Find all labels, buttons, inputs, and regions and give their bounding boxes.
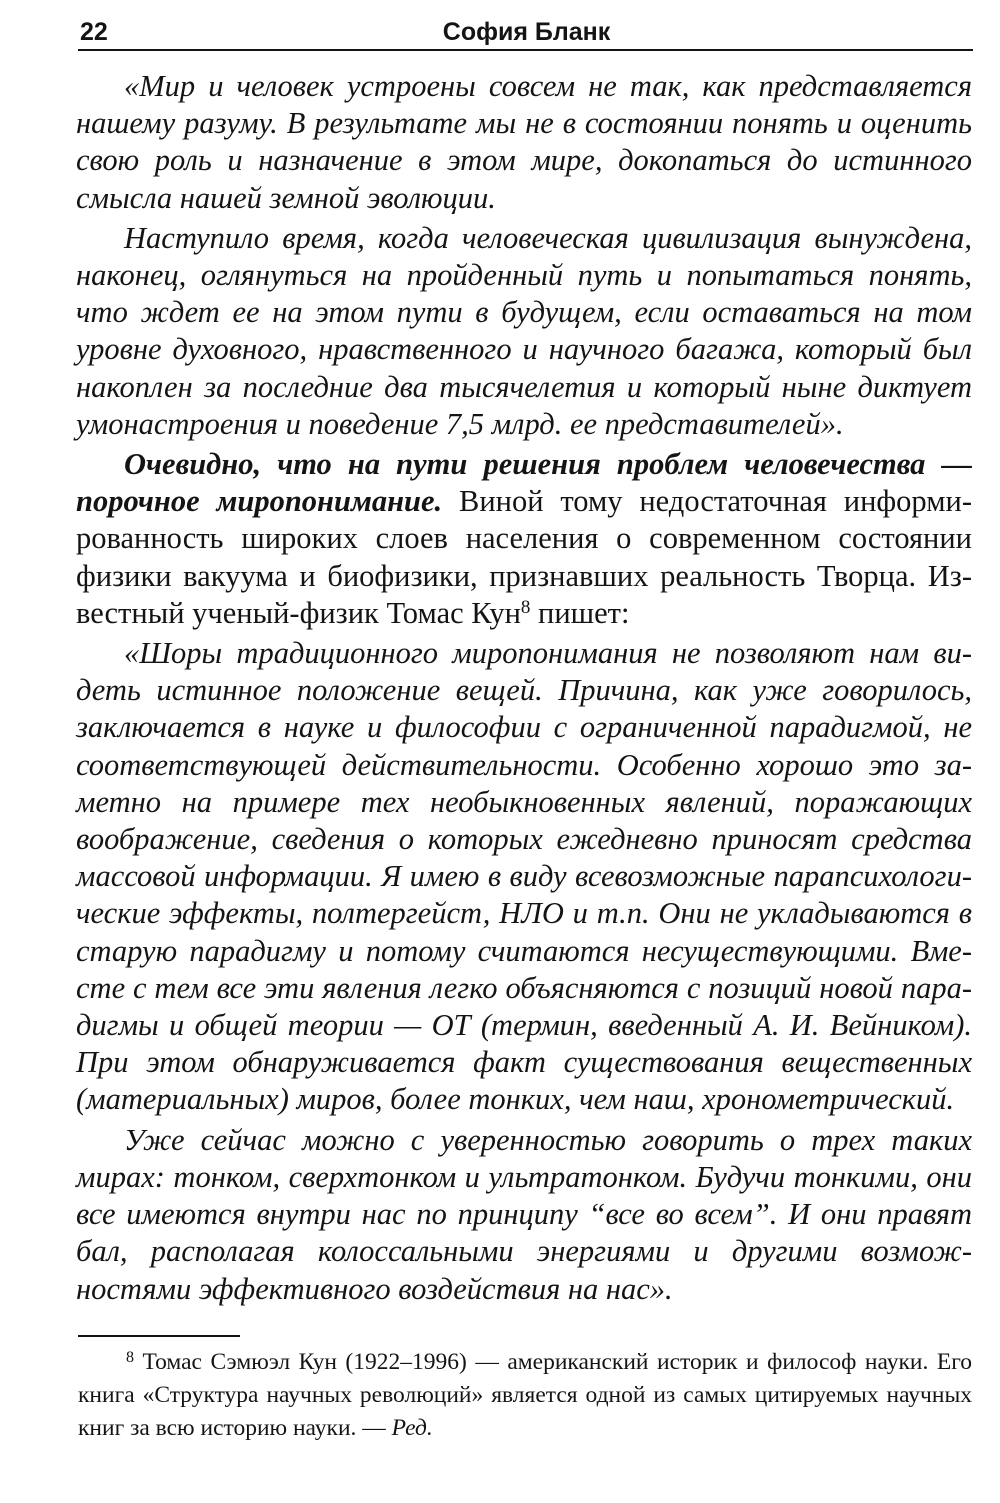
quote-paragraph-2: Наступило время, когда человеческая цивилизация вынуждена, наконец, оглянуться на пройденный путь и попытаться понять, что ждет ее на этом пути в будущем, если оставаться на том уровне духовного, нравственного и научного багажа, который был накоплен за последние два тысячелетия и который ныне диктует умонастроения и поведение 7,5 млрд. ее представителей». — [76, 220, 972, 441]
footnote-text: Томас Сэмюэл Кун (1922–1996) — американский историк и философ науки. Его книга «Структура научных революций» является одной из самых цитируемых научных книг за всю историю науки. — — [78, 1349, 972, 1441]
quote-paragraph-1: «Мир и человек устроены совсем не так, как представляется нашему разуму. В результате мы не в состоянии понять и оценить свою роль и назначение в этом мире, докопаться до истинного смысла нашей земной эволюции. — [76, 69, 972, 215]
footnote — [78, 1346, 972, 1445]
body-paragraph-3 — [76, 446, 972, 632]
running-title: София Бланк — [442, 18, 611, 46]
footnote-reference: 8 — [520, 596, 531, 618]
page-number: 22 — [80, 18, 108, 46]
header-rule — [78, 49, 973, 51]
emphasis-statement: Очевидно, что на пути решения проблем человечества — порочное миропонимание. — [76, 447, 972, 519]
editor-mark: Ред. — [391, 1415, 433, 1441]
footnote-paragraph — [78, 1346, 972, 1445]
main-text — [76, 68, 972, 1311]
paragraph-text: Виной тому недостаточная информированность широких слоев населения о современном состоянии физики вакуума и биофизики, признавших реальность Творца. Известный ученый-физик Томас Кун — [76, 484, 972, 630]
running-head — [80, 12, 973, 52]
footnote-rule — [78, 1335, 240, 1337]
paragraph-text-end: пишет: — [530, 595, 630, 630]
footnote-marker: 8 — [126, 1349, 134, 1366]
quote-paragraph-4: «Шоры традиционного миропонимания не позволяют нам видеть истинное положение вещей. Причина, как уже говорилось, заключается в науке и философии с ограниченной парадигмой, не соответствующей действительности. Особенно хорошо это заметно на примере тех необыкновенных явлений, поражающих воображение, сведения о которых ежедневно приносят средства массовой информации. Я имею в виду всевозможные парапсихологические эффекты, полтергейст, НЛО и т.п. Они не укладываются в старую парадигму и потому считаются несуществующими. Вместе с тем все эти явления легко объясняются с позиций новой парадигмы и общей теории — ОТ (термин, введенный А. И. Вейником). При этом обнаруживается факт существования вещественных (материальных) миров, более тонких, чем наш, хронометрический. — [76, 636, 972, 1117]
quote-paragraph-5: Уже сейчас можно с уверенностью говорить о трех таких мирах: тонком, сверхтонком и ультратонком. Будучи тонкими, они все имеются внутри нас по принципу “все во всем”. И они правят бал, располагая колоссальными энергиями и другими возможностями эффективного воздействия на нас». — [76, 1122, 972, 1306]
